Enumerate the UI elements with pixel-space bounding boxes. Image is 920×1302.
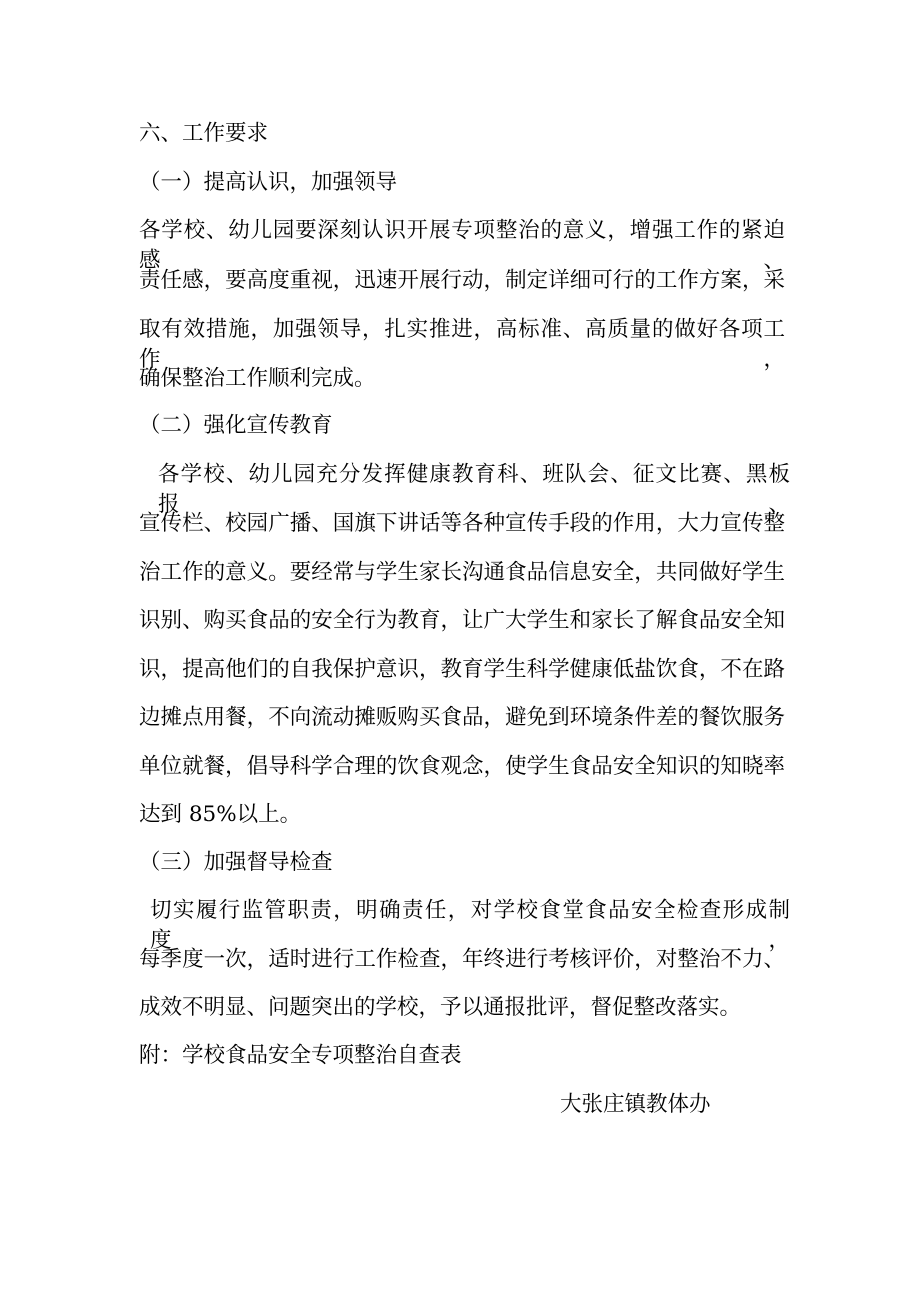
paragraph-2-line-1: 各学校、幼儿园充分发挥健康教育科、班队会、征文比赛、黑板报、 (158, 462, 790, 517)
paragraph-2-line-8: 达到 85%以上。 (139, 802, 302, 827)
paragraph-1-line-2: 责任感，要高度重视，迅速开展行动，制定详细可行的工作方案，采 (139, 268, 785, 293)
paragraph-2-line-7: 单位就餐，倡导科学合理的饮食观念，使学生食品安全知识的知晓率 (139, 754, 785, 779)
paragraph-1-line-3: 取有效措施，加强领导，扎实推进，高标准、高质量的做好各项工作， (139, 317, 785, 372)
paragraph-1-line-1: 各学校、幼儿园要深刻认识开展专项整治的意义，增强工作的紧迫感、 (139, 218, 785, 273)
paragraph-1-line-4: 确保整治工作顺利完成。 (139, 366, 376, 391)
attachment-note: 附：学校食品安全专项整治自查表 (139, 1043, 462, 1068)
paragraph-2-line-3: 治工作的意义。要经常与学生家长沟通食品信息安全，共同做好学生 (139, 560, 785, 585)
subsection-heading-3: （三）加强督导检查 (139, 850, 333, 875)
subsection-heading-1: （一）提高认识，加强领导 (139, 170, 398, 195)
section-title: 六、工作要求 (139, 121, 269, 146)
subsection-heading-2: （二）强化宣传教育 (139, 413, 333, 438)
paragraph-2-line-2: 宣传栏、校园广播、国旗下讲话等各种宣传手段的作用，大力宣传整 (139, 511, 785, 536)
paragraph-2-line-6: 边摊点用餐，不向流动摊贩购买食品，避免到环境条件差的餐饮服务 (139, 705, 785, 730)
signature: 大张庄镇教体办 (560, 1092, 711, 1117)
paragraph-3-line-2: 每季度一次，适时进行工作检查，年终进行考核评价，对整治不力、 (139, 947, 785, 972)
paragraph-3-line-1: 切实履行监管职责，明确责任，对学校食堂食品安全检查形成制度， (150, 898, 790, 953)
paragraph-2-line-5: 识，提高他们的自我保护意识，教育学生科学健康低盐饮食，不在路 (139, 657, 785, 682)
paragraph-3-line-3: 成效不明显、问题突出的学校，予以通报批评，督促整改落实。 (139, 995, 742, 1020)
paragraph-2-line-4: 识别、购买食品的安全行为教育，让广大学生和家长了解食品安全知 (139, 608, 785, 633)
